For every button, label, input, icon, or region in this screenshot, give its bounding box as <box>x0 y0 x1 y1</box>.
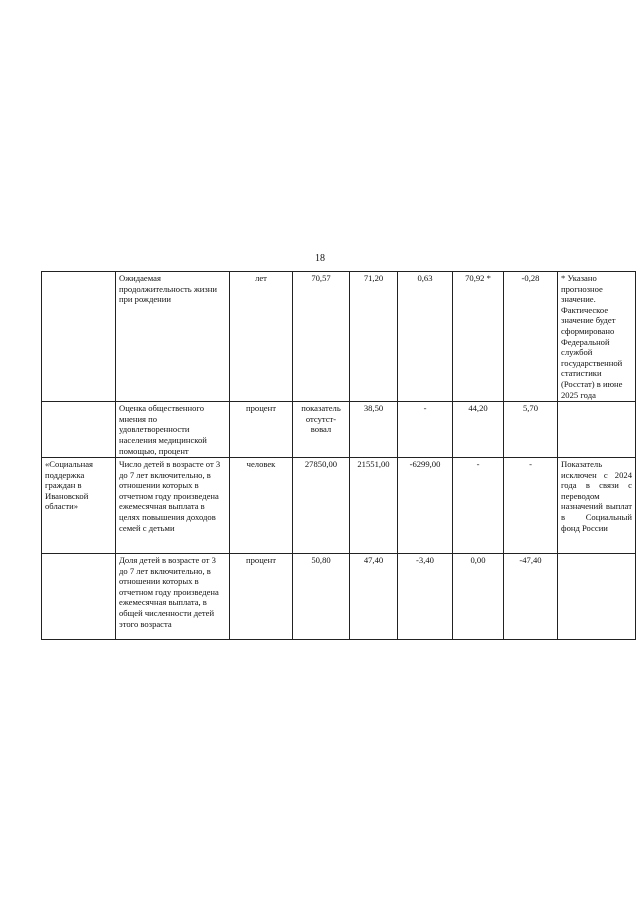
fact-cell: - <box>453 458 504 554</box>
note-cell: Показатель исключен с 2024 года в связи с переводом назначений выплат в Социальный фонд России <box>558 458 636 554</box>
plan-cell: 70,57 <box>293 272 350 402</box>
table-row <box>42 554 636 640</box>
fact-cell: 70,92 * <box>453 272 504 402</box>
indicator-cell: Ожидаемая продолжительность жизни при рождении <box>116 272 230 402</box>
indicator-cell: Оценка общественного мнения по удовлетворенности населения медицинской помощью, процент <box>116 402 230 458</box>
program-cell <box>42 554 116 640</box>
table-row <box>42 458 636 554</box>
fact-cell: 44,20 <box>453 402 504 458</box>
indicators-table <box>41 271 636 640</box>
unit-cell: процент <box>230 554 293 640</box>
note-cell <box>558 554 636 640</box>
note-cell: * Указано прогнозное значение. Фактическое значение будет сформировано Федеральной службой государственной статистики (Росстат) в июне 2025 года <box>558 272 636 402</box>
change-cell: -0,28 <box>504 272 558 402</box>
program-cell: «Социальная поддержка граждан в Ивановской области» <box>42 458 116 554</box>
deviation-cell: -6299,00 <box>398 458 453 554</box>
deviation-cell: 0,63 <box>398 272 453 402</box>
fact-cell: 0,00 <box>453 554 504 640</box>
unit-cell: человек <box>230 458 293 554</box>
deviation-cell: - <box>398 402 453 458</box>
change-cell: - <box>504 458 558 554</box>
indicator-cell: Число детей в возрасте от 3 до 7 лет включительно, в отношении которых в отчетном году произведена ежемесячная выплата в целях повышения доходов семей с детьми <box>116 458 230 554</box>
table-row <box>42 272 636 402</box>
fact-prev-cell: 71,20 <box>350 272 398 402</box>
fact-prev-cell: 38,50 <box>350 402 398 458</box>
table-row <box>42 402 636 458</box>
program-cell <box>42 272 116 402</box>
page-number: 18 <box>315 253 325 264</box>
note-cell <box>558 402 636 458</box>
program-cell <box>42 402 116 458</box>
unit-cell: процент <box>230 402 293 458</box>
fact-prev-cell: 47,40 <box>350 554 398 640</box>
change-cell: 5,70 <box>504 402 558 458</box>
fact-prev-cell: 21551,00 <box>350 458 398 554</box>
unit-cell: лет <box>230 272 293 402</box>
deviation-cell: -3,40 <box>398 554 453 640</box>
change-cell: -47,40 <box>504 554 558 640</box>
plan-cell: 27850,00 <box>293 458 350 554</box>
plan-cell: 50,80 <box>293 554 350 640</box>
indicator-cell: Доля детей в возрасте от 3 до 7 лет включительно, в отношении которых в отчетном году произведена ежемесячная выплата, в общей численности детей этого возраста <box>116 554 230 640</box>
plan-cell: показатель отсутст-вовал <box>293 402 350 458</box>
